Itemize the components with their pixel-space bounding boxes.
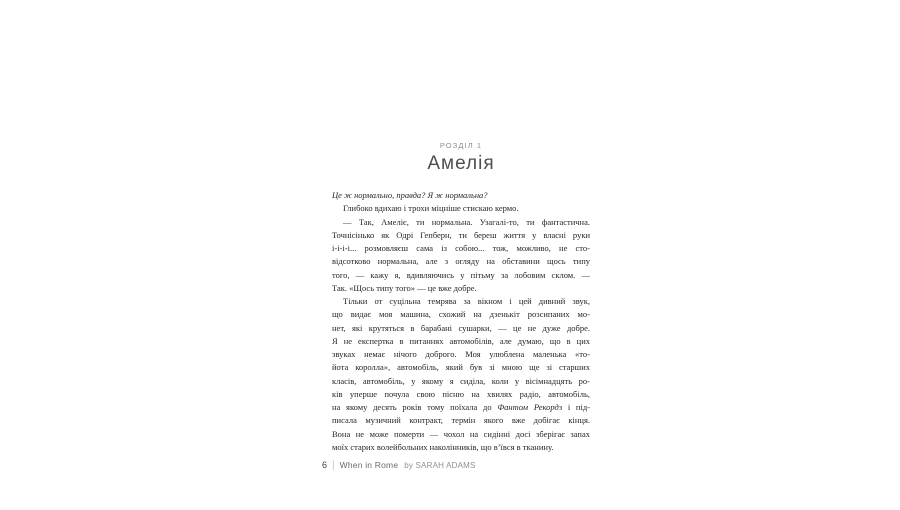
body-line: Так. «Щось типу того» — це вже добре. xyxy=(332,282,477,293)
body-line: і-і-і-і... розмовляєш сама із собою... тож, можливо, не сто- xyxy=(332,243,590,253)
body-line: — Так, Амеліє, ти нормальна. Узагалі-то, ти фантастична. xyxy=(343,216,590,227)
body-line: Глибоко вдихаю і трохи міцніше стискаю кермо. xyxy=(343,203,519,214)
page-footer xyxy=(322,460,476,472)
footer-separator: | xyxy=(332,460,335,471)
body-line: Я не експертка в питаннях автомобілів, але думаю, що в цих xyxy=(332,335,590,346)
body-line: йота королла», автомобіль, який був зі мною ще зі старших xyxy=(332,362,590,373)
body-line: на якому десять років тому поїхала до Фантом Рекордз і під- xyxy=(332,402,590,412)
body-line: того, — кажу я, вдивляючись у пітьму за лобовим склом. — xyxy=(332,269,590,280)
body-line: класів, автомобіль, у якому я сиділа, коли у вісімнадцять ро- xyxy=(332,375,590,386)
body-line: звуках немає нічого доброго. Моя улюблена маленька «то- xyxy=(332,349,590,359)
body-line: моїх старих волейбольних наколінників, що в’ївся в тканину. xyxy=(332,441,554,452)
body-line: Тільки от суцільна темрява за вікном і цей дивний звук, xyxy=(343,296,590,306)
body-line: відсотково нормальна, але з огляду на обставини щось типу xyxy=(332,256,590,267)
body-line: Це ж нормально, правда? Я ж нормальна? xyxy=(332,190,488,200)
body-line: що видає моя машина, схожий на дзенькіт розсипаних мо- xyxy=(332,309,590,320)
paragraph xyxy=(332,202,590,215)
body-line: ків уперше почула свою пісню на хвилях радіо, автомобіль, xyxy=(332,388,590,399)
body-line: Вона не може померти — чохол на сидінні досі зберігає запах xyxy=(332,428,590,439)
body-line: Точнісінько як Одрі Гепберн, ти береш життя у власні руки xyxy=(332,229,590,240)
paragraph xyxy=(332,295,590,454)
page-number: 6 xyxy=(322,460,328,470)
chapter-title: Амелія xyxy=(427,153,495,174)
chapter-kicker: РОЗДІЛ 1 xyxy=(439,141,483,150)
paragraph xyxy=(332,189,590,202)
paragraph xyxy=(332,216,590,296)
footer-book-title: When in Rome xyxy=(339,460,399,470)
body-line: писала музичний контракт, термін якого вже добігає кінця. xyxy=(332,415,590,426)
chapter-body xyxy=(332,189,590,454)
footer-byline: by SARAH ADAMS xyxy=(404,461,476,470)
body-line: нет, які крутяться в барабані сушарки, — це не дуже добре. xyxy=(332,322,590,333)
